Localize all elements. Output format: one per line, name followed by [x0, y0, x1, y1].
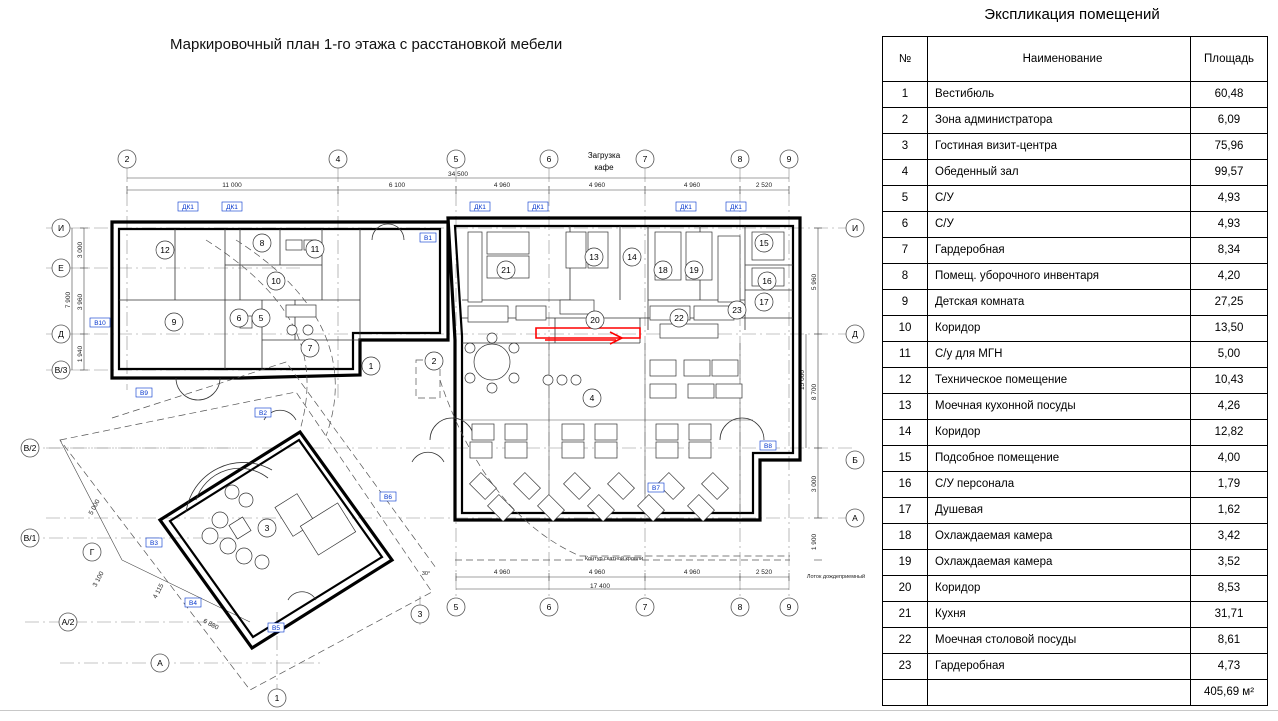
svg-text:4 960: 4 960: [588, 182, 606, 189]
room-number: 4: [883, 160, 928, 186]
room-name: Охлаждаемая камера: [928, 524, 1191, 550]
room-area: 4,26: [1191, 394, 1268, 420]
room-area: 27,25: [1191, 290, 1268, 316]
room-number: 12: [883, 368, 928, 394]
table-row: [883, 472, 1268, 498]
svg-text:17: 17: [759, 297, 769, 307]
dimension-chain-top: [127, 171, 789, 194]
svg-text:В1: В1: [424, 235, 432, 242]
svg-text:В/3: В/3: [54, 365, 68, 375]
room-name: Гардеробная: [928, 238, 1191, 264]
svg-text:8: 8: [737, 602, 743, 612]
svg-text:2: 2: [431, 356, 437, 366]
explication-panel: [872, 0, 1278, 710]
svg-text:В2: В2: [259, 410, 267, 417]
svg-text:7: 7: [307, 343, 313, 353]
table-row: [883, 602, 1268, 628]
room-name: Вестибюль: [928, 82, 1191, 108]
svg-text:Загрузка: Загрузка: [587, 151, 621, 160]
table-row: [883, 212, 1268, 238]
svg-text:4: 4: [589, 393, 595, 403]
table-row: [883, 316, 1268, 342]
table-row: [883, 498, 1268, 524]
room-area: 1,62: [1191, 498, 1268, 524]
table-row: [883, 160, 1268, 186]
room-number: 1: [883, 82, 928, 108]
svg-text:5: 5: [258, 313, 264, 323]
header-name: Наименование: [928, 37, 1191, 82]
svg-text:11: 11: [310, 244, 320, 254]
svg-text:4 960: 4 960: [493, 569, 511, 576]
svg-text:ДК1: ДК1: [474, 204, 486, 211]
page-bottom-rule: [0, 710, 1278, 711]
axis-bubbles-left: [21, 219, 169, 672]
svg-text:3: 3: [417, 609, 423, 619]
svg-text:5: 5: [453, 602, 459, 612]
room-area: 75,96: [1191, 134, 1268, 160]
room-number: 3: [883, 134, 928, 160]
svg-text:А/2: А/2: [61, 617, 75, 627]
room-number: 16: [883, 472, 928, 498]
plan-title: Маркировочный план 1-го этажа с расстановкой мебели: [170, 36, 563, 53]
table-row: [883, 576, 1268, 602]
svg-text:1 900: 1 900: [811, 533, 818, 551]
room-name: Охлаждаемая камера: [928, 550, 1191, 576]
dimension-chain-bottom: [456, 569, 789, 590]
table-row: [883, 524, 1268, 550]
table-row: [883, 446, 1268, 472]
room-area: 4,20: [1191, 264, 1268, 290]
room-area: 99,57: [1191, 160, 1268, 186]
room-name: Техническое помещение: [928, 368, 1191, 394]
room-area: 31,71: [1191, 602, 1268, 628]
svg-text:2 520: 2 520: [755, 569, 773, 576]
svg-text:ДК1: ДК1: [182, 204, 194, 211]
svg-text:Д: Д: [58, 329, 64, 339]
svg-text:3 000: 3 000: [77, 241, 84, 259]
svg-text:3: 3: [264, 523, 270, 533]
room-number: 9: [883, 290, 928, 316]
room-number: 7: [883, 238, 928, 264]
svg-text:4 960: 4 960: [683, 569, 701, 576]
svg-text:1: 1: [368, 361, 374, 371]
svg-text:И: И: [851, 223, 859, 233]
room-name: С/У: [928, 186, 1191, 212]
table-row: [883, 186, 1268, 212]
room-name: Обеденный зал: [928, 160, 1191, 186]
svg-text:9: 9: [171, 317, 177, 327]
svg-text:19: 19: [689, 265, 699, 275]
svg-text:6: 6: [546, 154, 552, 164]
door-tags: [178, 202, 746, 211]
explication-table: [882, 36, 1268, 706]
table-row: [883, 82, 1268, 108]
svg-text:4 960: 4 960: [588, 569, 606, 576]
room-area: 6,09: [1191, 108, 1268, 134]
svg-text:6: 6: [546, 602, 552, 612]
dimension-chain-left: [65, 228, 88, 370]
svg-text:21: 21: [501, 265, 511, 275]
svg-text:12: 12: [160, 245, 170, 255]
axis-bubbles-top: [118, 150, 798, 168]
room-area: 5,00: [1191, 342, 1268, 368]
room-name: Моечная кухонной посуды: [928, 394, 1191, 420]
svg-text:5: 5: [453, 154, 459, 164]
room-number: 13: [883, 394, 928, 420]
room-area: 8,53: [1191, 576, 1268, 602]
room-number: 10: [883, 316, 928, 342]
table-row: [883, 264, 1268, 290]
room-number: 19: [883, 550, 928, 576]
table-row: [883, 420, 1268, 446]
svg-text:17 400: 17 400: [590, 583, 610, 590]
svg-text:8 700: 8 700: [811, 383, 818, 401]
room-area: 8,34: [1191, 238, 1268, 264]
room-area: 4,93: [1191, 212, 1268, 238]
room-area: 8,61: [1191, 628, 1268, 654]
svg-text:9: 9: [786, 154, 792, 164]
room-area: 4,00: [1191, 446, 1268, 472]
svg-text:4 960: 4 960: [683, 182, 701, 189]
table-row: [883, 108, 1268, 134]
svg-text:8: 8: [737, 154, 743, 164]
svg-text:14: 14: [627, 252, 637, 262]
svg-text:6 100: 6 100: [388, 182, 406, 189]
table-row: [883, 550, 1268, 576]
svg-text:13: 13: [589, 252, 599, 262]
axis-bubbles-bottom: [268, 598, 798, 707]
svg-text:8: 8: [259, 238, 265, 248]
svg-text:15: 15: [759, 238, 769, 248]
room-area: 3,42: [1191, 524, 1268, 550]
svg-text:16: 16: [762, 276, 772, 286]
svg-text:18: 18: [658, 265, 668, 275]
svg-text:11 000: 11 000: [222, 182, 242, 189]
room-name: Коридор: [928, 576, 1191, 602]
svg-text:Контур скатной кровли: Контур скатной кровли: [584, 556, 644, 562]
svg-text:ДК1: ДК1: [532, 204, 544, 211]
explication-title: Экспликация помещений: [984, 6, 1160, 23]
svg-text:ДК1: ДК1: [226, 204, 238, 211]
svg-text:В3: В3: [150, 540, 158, 547]
svg-text:7 900: 7 900: [65, 291, 72, 309]
svg-text:6: 6: [236, 313, 242, 323]
svg-text:4 960: 4 960: [493, 182, 511, 189]
room-number: 2: [883, 108, 928, 134]
room-area: 10,43: [1191, 368, 1268, 394]
room-number: 15: [883, 446, 928, 472]
svg-text:кафе: кафе: [594, 163, 614, 172]
svg-text:А: А: [157, 658, 163, 668]
total-spacer-name: [928, 680, 1191, 706]
svg-text:В4: В4: [189, 600, 197, 607]
svg-text:ДК1: ДК1: [730, 204, 742, 211]
table-row: [883, 342, 1268, 368]
svg-text:23: 23: [732, 305, 742, 315]
total-area: 405,69 м²: [1191, 680, 1268, 706]
room-name: Помещ. уборочного инвентаря: [928, 264, 1191, 290]
svg-text:20: 20: [590, 315, 600, 325]
room-number: 21: [883, 602, 928, 628]
svg-text:В5: В5: [272, 625, 280, 632]
room-number: 6: [883, 212, 928, 238]
svg-text:1 940: 1 940: [77, 345, 84, 363]
room-number: 5: [883, 186, 928, 212]
table-row: [883, 628, 1268, 654]
room-name: Кухня: [928, 602, 1191, 628]
room-area: 3,52: [1191, 550, 1268, 576]
svg-text:4 115: 4 115: [151, 582, 166, 600]
svg-text:15 000: 15 000: [799, 370, 806, 390]
room-number: 14: [883, 420, 928, 446]
total-spacer-number: [883, 680, 928, 706]
svg-text:7: 7: [642, 602, 648, 612]
svg-text:34 500: 34 500: [448, 171, 468, 178]
room-name: Коридор: [928, 316, 1191, 342]
svg-text:1: 1: [274, 693, 280, 703]
room-area: 4,93: [1191, 186, 1268, 212]
svg-text:В9: В9: [140, 390, 148, 397]
table-row: [883, 134, 1268, 160]
room-number: 23: [883, 654, 928, 680]
room-name: С/у для МГН: [928, 342, 1191, 368]
dimension-chain-right: [799, 228, 822, 560]
svg-text:В6: В6: [384, 494, 392, 501]
svg-text:6 880: 6 880: [201, 617, 220, 632]
visitor-centre-block: [160, 432, 392, 648]
svg-text:4: 4: [335, 154, 341, 164]
svg-text:Г: Г: [89, 547, 95, 557]
room-number: 8: [883, 264, 928, 290]
axis-bubbles-right: [846, 219, 864, 527]
room-name: Моечная столовой посуды: [928, 628, 1191, 654]
room-name: С/У: [928, 212, 1191, 238]
header-area: Площадь: [1191, 37, 1268, 82]
svg-text:И: И: [57, 223, 65, 233]
svg-text:3 100: 3 100: [91, 570, 106, 589]
svg-text:ДК1: ДК1: [680, 204, 692, 211]
svg-text:Д: Д: [852, 329, 858, 339]
table-header-row: [883, 37, 1268, 82]
room-area: 4,73: [1191, 654, 1268, 680]
room-name: Зона администратора: [928, 108, 1191, 134]
table-row: [883, 394, 1268, 420]
svg-text:3 000: 3 000: [811, 475, 818, 493]
room-name: Гардеробная: [928, 654, 1191, 680]
room-name: Детская комната: [928, 290, 1191, 316]
svg-text:В7: В7: [652, 485, 660, 492]
room-name: Подсобное помещение: [928, 446, 1191, 472]
room-name: Душевая: [928, 498, 1191, 524]
svg-text:В/1: В/1: [23, 533, 37, 543]
svg-text:Е: Е: [58, 263, 64, 273]
room-number: 17: [883, 498, 928, 524]
table-row: [883, 238, 1268, 264]
room-number: 11: [883, 342, 928, 368]
svg-text:3 960: 3 960: [77, 293, 84, 311]
svg-text:В/2: В/2: [23, 443, 37, 453]
table-row: [883, 368, 1268, 394]
room-area: 60,48: [1191, 82, 1268, 108]
svg-text:2 520: 2 520: [755, 182, 773, 189]
room-number: 22: [883, 628, 928, 654]
table-row: [883, 654, 1268, 680]
room-name: С/У персонала: [928, 472, 1191, 498]
room-name: Коридор: [928, 420, 1191, 446]
svg-text:22: 22: [674, 313, 684, 323]
room-area: 1,79: [1191, 472, 1268, 498]
svg-text:Лоток дождеприемный: Лоток дождеприемный: [806, 574, 866, 580]
svg-text:А: А: [852, 513, 858, 523]
svg-text:5 960: 5 960: [811, 273, 818, 291]
svg-text:В10: В10: [94, 320, 106, 327]
room-name: Гостиная визит-центра: [928, 134, 1191, 160]
svg-text:30°: 30°: [421, 571, 431, 577]
header-number: №: [883, 37, 928, 82]
svg-text:2: 2: [124, 154, 130, 164]
svg-text:10: 10: [271, 276, 281, 286]
room-number: 20: [883, 576, 928, 602]
table-total-row: [883, 680, 1268, 706]
svg-text:9: 9: [786, 602, 792, 612]
svg-text:7: 7: [642, 154, 648, 164]
table-row: [883, 290, 1268, 316]
svg-text:5 000: 5 000: [87, 498, 102, 517]
room-area: 12,82: [1191, 420, 1268, 446]
red-route-marker: [536, 328, 640, 344]
room-area: 13,50: [1191, 316, 1268, 342]
svg-text:Б: Б: [852, 455, 858, 465]
room-number: 18: [883, 524, 928, 550]
svg-text:В8: В8: [764, 443, 772, 450]
